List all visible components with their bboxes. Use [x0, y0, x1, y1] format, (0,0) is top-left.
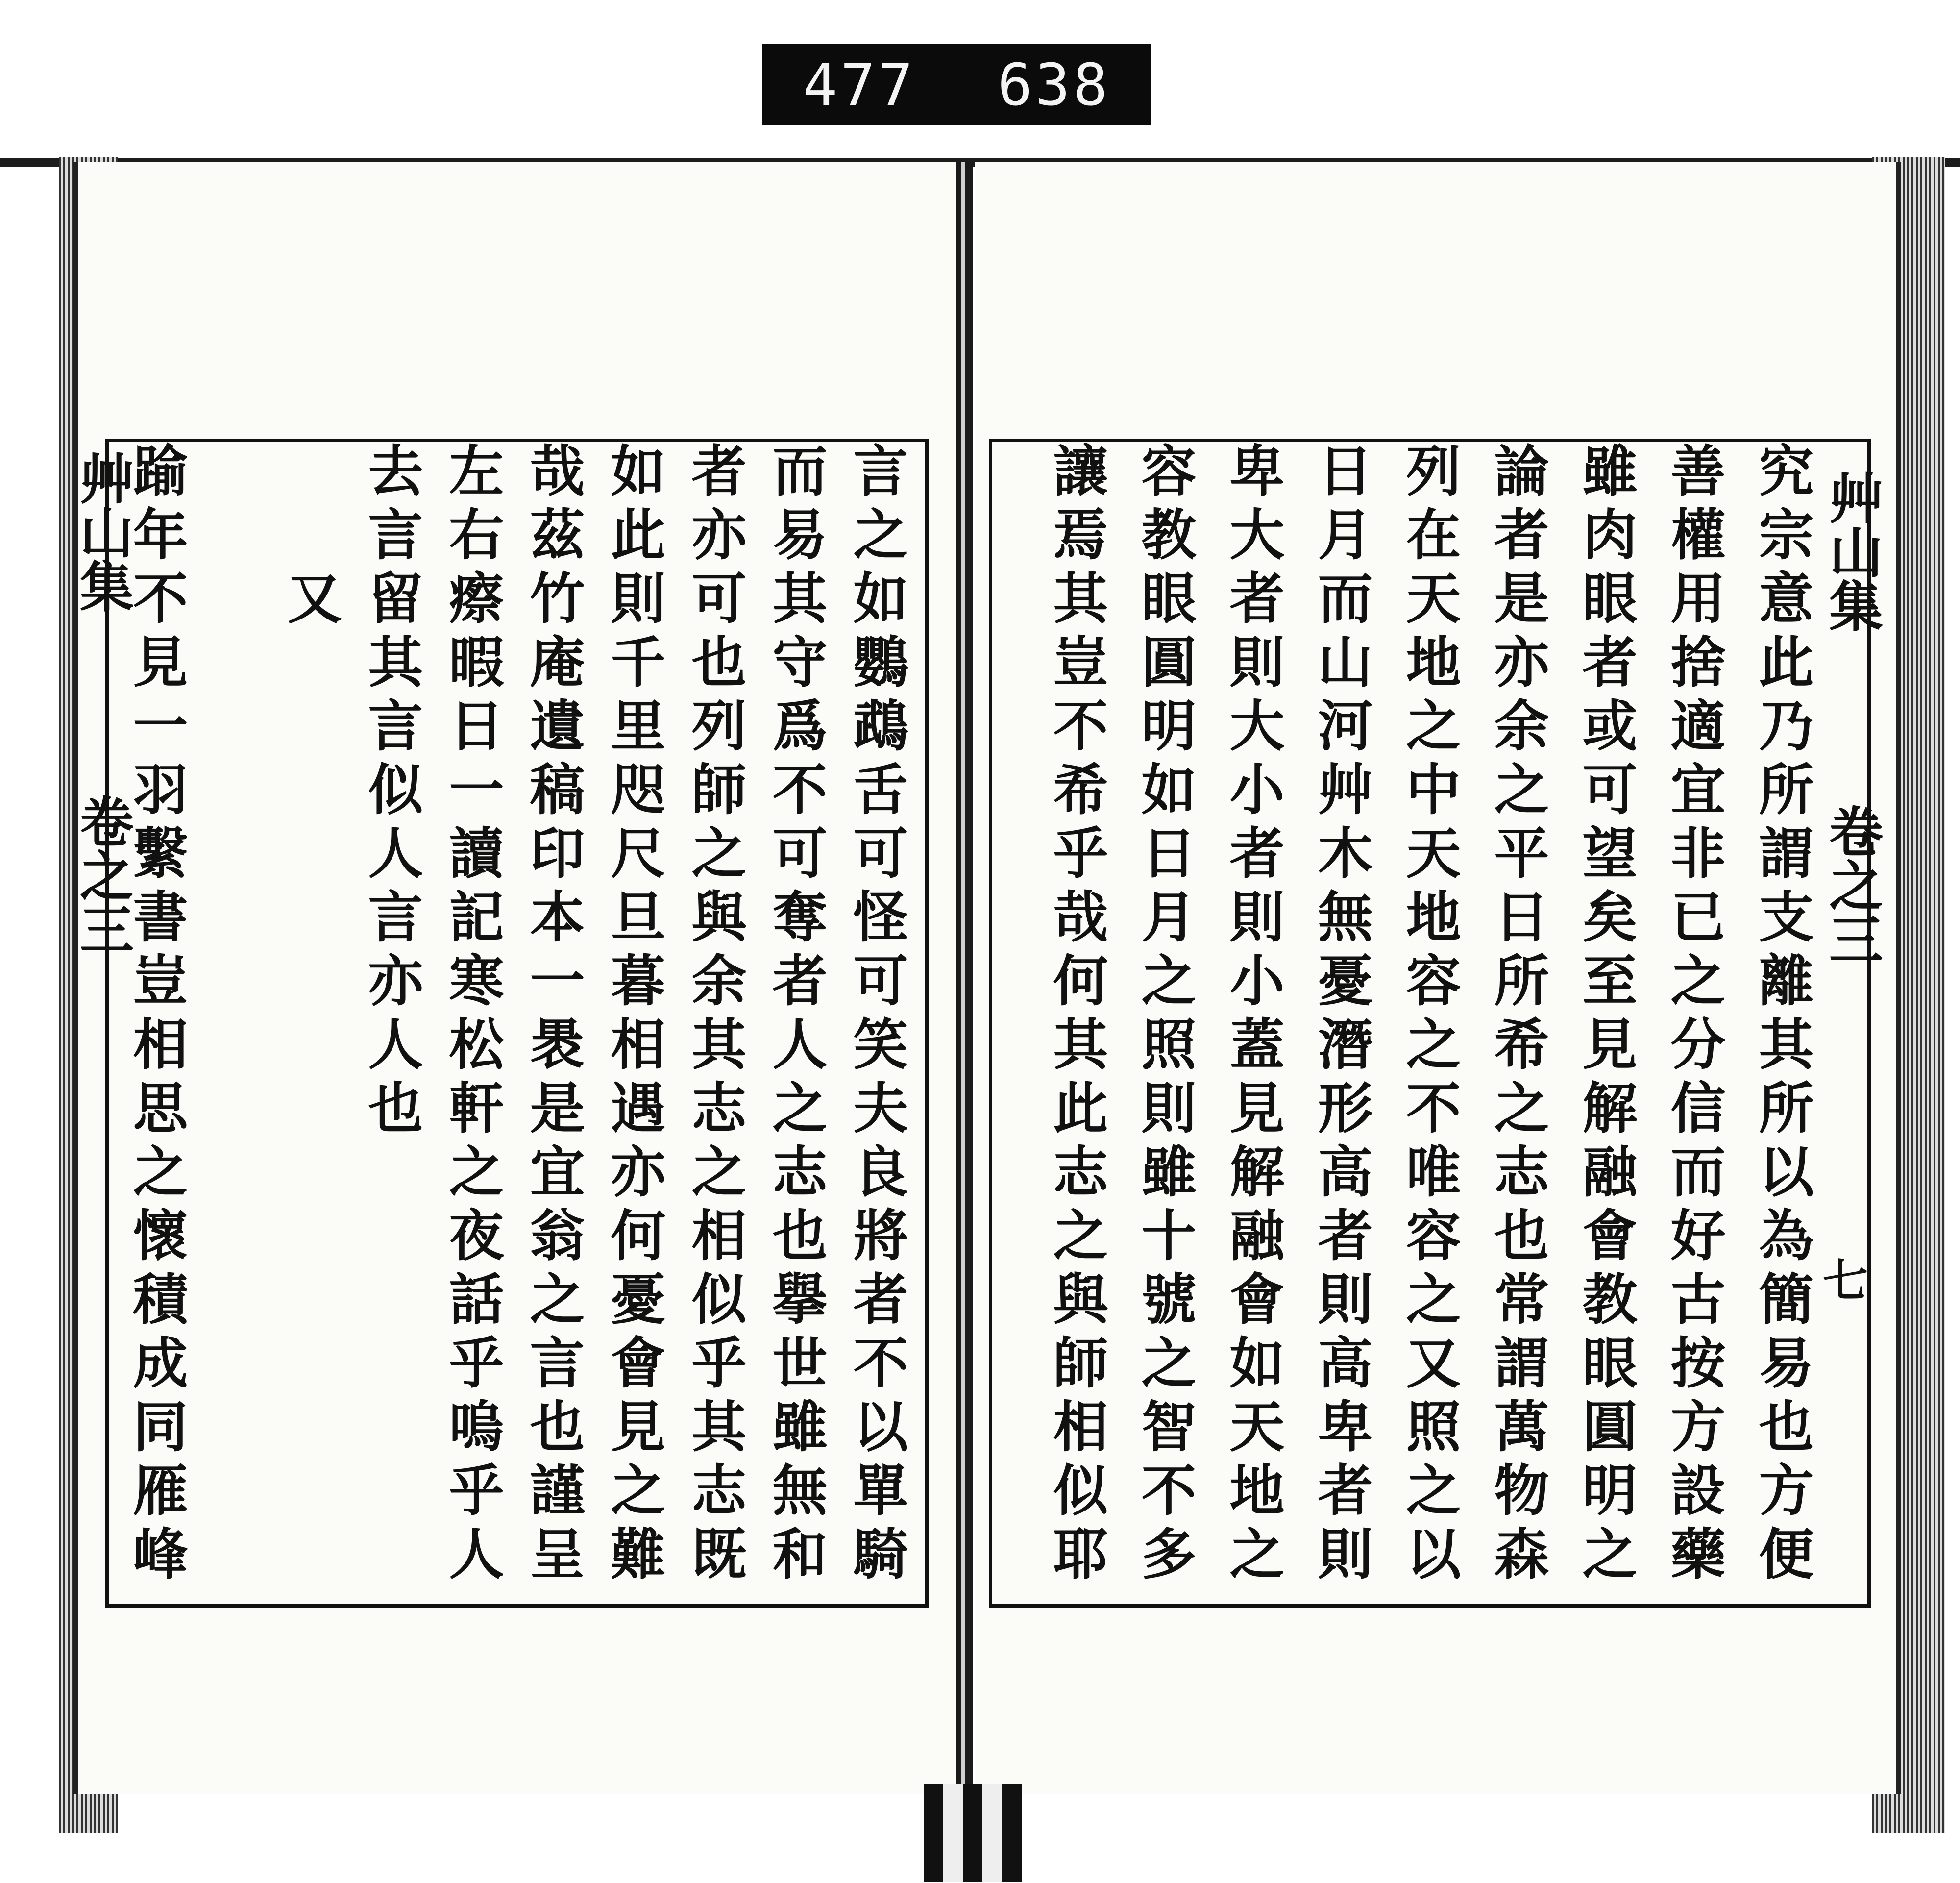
text-column: 哉茲竹庵遺稿印本一褁是宜翁之言也謹呈 [521, 442, 585, 1589]
binding-clip [924, 1784, 1022, 1882]
left-spine-volume: 卷之三 [71, 794, 134, 956]
text-column: 又 [278, 442, 343, 633]
text-column: 容教眼圓明如日月之照則雖十號之智不多 [1132, 442, 1197, 1589]
text-column: 論者是亦余之平日所希之志也常謂萬物森 [1485, 442, 1549, 1589]
text-column: 踰年不見一羽繫書豈相思之懷積成同雁峰 [124, 442, 188, 1589]
text-column: 去言留其言似人言亦人也 [359, 442, 423, 1143]
gutter-highlight [961, 162, 965, 1838]
running-head: 艸山集 [1820, 471, 1884, 632]
text-column: 列在天地之中天地容之不唯容之又照之以 [1397, 442, 1461, 1589]
archive-label [762, 44, 1152, 125]
left-text-panel [105, 439, 929, 1608]
archive-number-left: 477 [803, 50, 916, 119]
volume-label: 卷之三 [1820, 804, 1884, 966]
text-column: 日月而山河艸木無憂潛形高者則高卑者則 [1309, 442, 1373, 1589]
text-column: 讓焉其豈不希乎哉何其此志之與師相似耶 [1044, 442, 1108, 1589]
text-column: 如此則千里咫尺旦暮相遇亦何憂會見之難 [602, 442, 666, 1589]
archive-number-right: 638 [997, 50, 1111, 119]
left-spine-title: 艸山集 [71, 451, 134, 613]
text-column: 者亦可也列師之與余其志之相似乎其志既 [683, 442, 747, 1589]
text-column: 而易其守爲不可奪者人之志也擧世雖無和 [763, 442, 828, 1589]
text-column: 左右瘵暇日一讀記寒松軒之夜話乎嗚乎人 [440, 442, 504, 1589]
folio-number: 七 [1823, 1254, 1868, 1307]
text-column: 善權用捨適宜非已之分信而好古按方設藥 [1662, 442, 1726, 1589]
text-column: 言之如鸚鵡舌可怪可笑夫良將者不以單騎 [844, 442, 908, 1589]
right-text-panel [989, 439, 1871, 1608]
text-column: 究宗意此乃所謂支離其所以為簡易也方便 [1750, 442, 1814, 1589]
text-column: 雖肉眼者或可望矣至見解融會教眼圓明之 [1573, 442, 1638, 1589]
text-column: 卑大者則大小者則小蓋見解融會如天地之 [1221, 442, 1285, 1589]
